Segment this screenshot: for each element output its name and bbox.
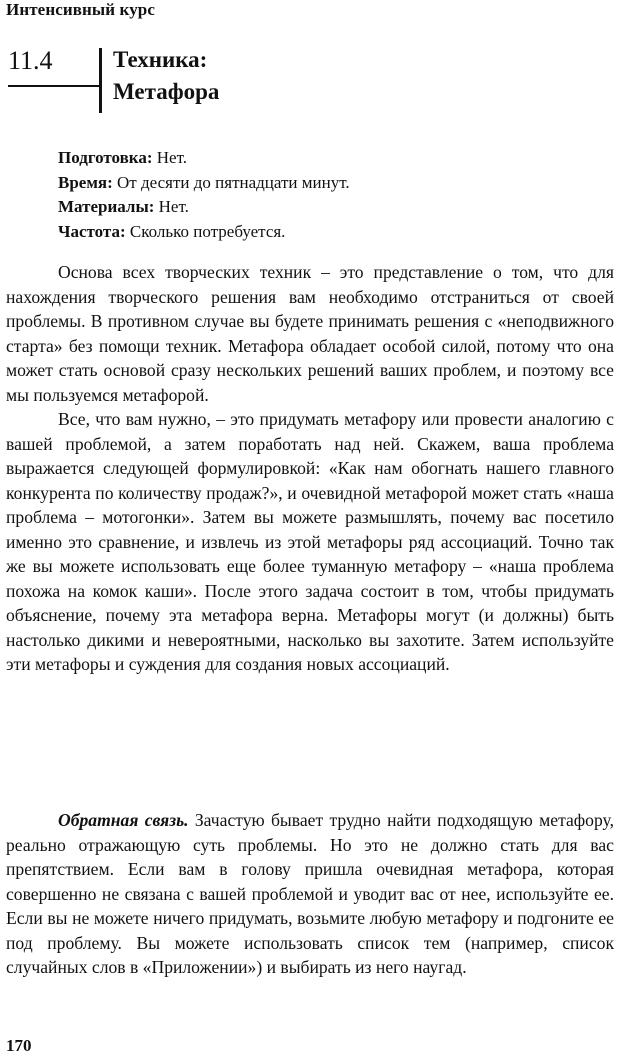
feedback-section <box>6 808 614 980</box>
paragraph-2: Все, что вам нужно, – это придумать метафору или провести аналогию с вашей проблемой, а затем поработать над ней. Скажем, ваша проблема выражается следующей формулировкой: «Как нам обогнать нашего главного конкурента по количеству продаж?», и очевидной метафорой может стать «наша проблема – мотогонки». Затем вы можете размышлять, почему вас посетило именно это сравнение, и извлечь из этой метафоры ряд ассоциаций. Точно так же вы можете использовать еще более туманную метафору – «наша проблема похожа на комок каши». После этого задача состоит в том, чтобы придумать объяснение, почему эта метафора верна. Метафоры могут (и должны) быть настолько дикими и невероятными, насколько вы захотите. Затем используйте эти метафоры и суждения для создания новых ассоциаций. <box>6 409 614 674</box>
meta-time <box>58 171 350 196</box>
section-title <box>113 44 219 108</box>
paragraph-1: Основа всех творческих техник – это представление о том, что для нахождения творческого решения вам необходимо отстраниться от своей проблемы. В противном случае вы будете принимать решения с «неподвижного старта» без помощи техник. Метафора обладает особой силой, потому что она может стать основой сразу нескольких решений ваших проблем, и поэтому все мы пользуемся метафорой. <box>6 262 614 405</box>
page-number: 170 <box>6 1036 32 1055</box>
section-title-line2: Метафора <box>113 79 220 104</box>
technique-meta <box>58 146 350 244</box>
section-title-line1: Техника: <box>113 47 208 72</box>
feedback-lead: Обратная связь. <box>58 810 189 830</box>
meta-materials-label: Материалы: <box>58 197 155 216</box>
feedback-paragraph <box>6 808 614 980</box>
meta-preparation <box>58 146 350 171</box>
main-text <box>6 260 614 677</box>
feedback-text: Зачастую бывает трудно найти подходящую метафору, реально отражающую суть проблемы. Но это не должно стать для вас препятствием. Если вам в голову пришла очевидная метафора, которая совершенно не связана с вашей проблемой и уводит вас от нее, используйте ее. Если вы не можете ничего придумать, возьмите любую метафору и подгоните ее под проблему. Вы можете использовать список тем (например, список случайных слов в «Приложении») и выбирать из него наугад. <box>6 810 614 977</box>
section-number: 11.4 <box>8 46 53 75</box>
section-divider-bar <box>99 48 102 113</box>
meta-time-value: От десяти до пятнадцати минут. <box>112 172 350 192</box>
meta-materials <box>58 195 350 220</box>
meta-frequency-value: Сколько потребуется. <box>125 221 286 241</box>
meta-time-label: Время: <box>58 172 113 192</box>
meta-frequency <box>58 220 350 245</box>
section-number-underline <box>8 85 100 87</box>
meta-frequency-label: Частота: <box>58 221 126 241</box>
running-head: Интенсивный курс <box>6 0 155 19</box>
meta-materials-value: Нет. <box>154 197 189 216</box>
meta-preparation-value: Нет. <box>152 148 187 167</box>
meta-preparation-label: Подготовка: <box>58 148 153 167</box>
